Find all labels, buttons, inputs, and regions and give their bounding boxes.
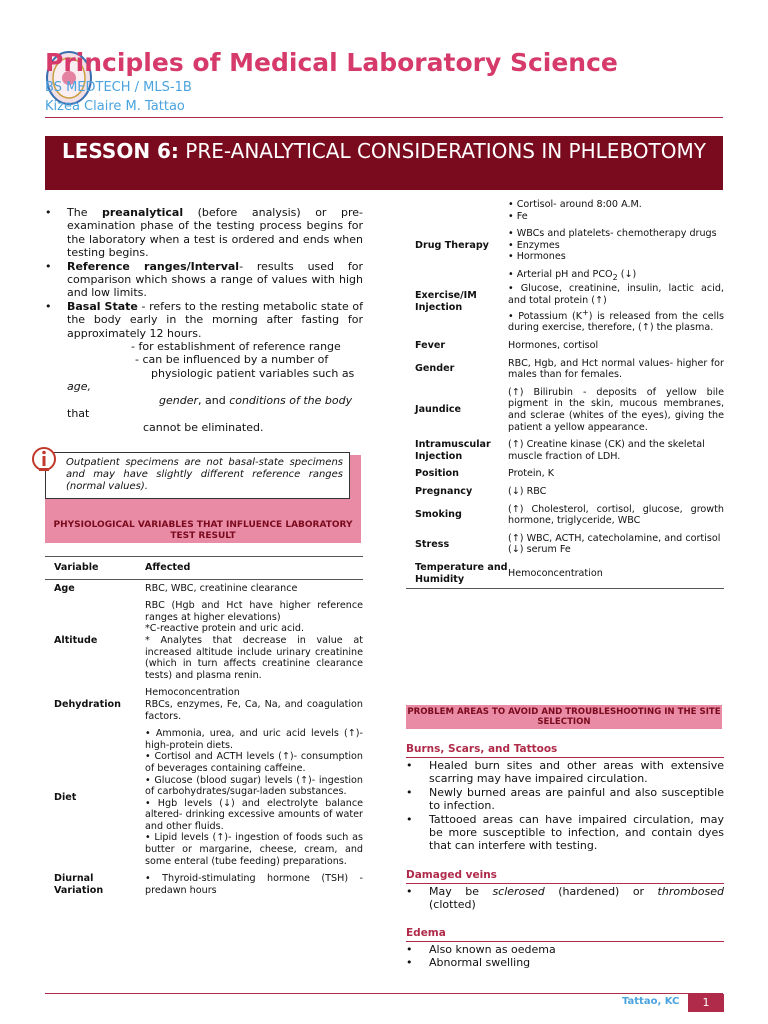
affected-value: (↑) Cholesterol, cortisol, glucose, growth hormone, triglyceride, WBC [508, 503, 724, 527]
table-row [406, 266, 724, 337]
col-affected: Affected [145, 557, 363, 580]
text: • Arterial pH and PCO [508, 268, 613, 280]
physiological-variables-table [45, 556, 363, 899]
text: sclerosed [492, 885, 545, 898]
text: * Analytes that decrease in value at increased altitude include urinary creatinine (which in turn affects creatinine clearance tests) and plasma renin. [145, 634, 363, 681]
list-item: • Abnormal swelling [406, 956, 724, 969]
text: • Cortisol- around 8:00 A.M. [508, 199, 642, 210]
text: • Ammonia, urea, and uric acid levels (↑)- high-protein diets. [145, 728, 363, 751]
left-table-title: PHYSIOLOGICAL VARIABLES THAT INFLUENCE LABORATORY TEST RESULT [53, 520, 353, 541]
info-icon [31, 446, 57, 476]
text: • Lipid levels (↑)- ingestion of foods such as butter or margarine, cheese, cream, and some enteral (tube feeding) preparations. [145, 832, 363, 867]
list-item: • Also known as oedema [406, 943, 724, 956]
text [508, 269, 724, 284]
affected-value: (↑) Bilirubin - deposits of yellow bile pigment in the skin, mucous membranes, and sclerae (whites of the eyes), giving the patient a yellow appearance. [508, 386, 724, 433]
variable-name: Exercise/IM Injection [415, 289, 477, 313]
burns-section-title: Burns, Scars, and Tattoos [406, 743, 558, 755]
affected-value: • Thyroid-stimulating hormone (TSH) - predawn hours [145, 873, 363, 896]
physiological-variables-table-continued [406, 196, 724, 589]
affected-value [508, 225, 724, 266]
text: muscle fraction of LDH. [508, 450, 621, 462]
list-item: • Healed burn sites and other areas with extensive scarring may have impaired circulation. [406, 759, 724, 786]
text: thrombosed [657, 885, 724, 898]
text [508, 307, 724, 334]
damaged-veins-title: Damaged veins [406, 869, 497, 881]
text: ) is released from the cells during exercise, therefore, (↑) the plasma. [508, 310, 724, 334]
affected-value: (↓) RBC [508, 485, 547, 497]
table-row [406, 530, 724, 559]
lesson-banner [45, 136, 723, 190]
affected-value: RBC, Hgb, and Hct normal values- higher for males than for females. [508, 357, 724, 381]
section-divider [406, 941, 724, 942]
lesson-title: PRE-ANALYTICAL CONSIDERATIONS IN PHLEBOTOMY [185, 139, 706, 163]
variable-name: Stress [415, 538, 450, 550]
term-reference-ranges: Reference ranges/Interval [67, 259, 240, 273]
variable-name: Age [54, 582, 75, 594]
affected-value: Hormones, cortisol [508, 340, 599, 352]
text: - results used for comparison which shows a range of values with high and low limits. [67, 259, 363, 300]
superscript: + [582, 307, 589, 317]
variable-name: Altitude [54, 634, 98, 646]
table-header-row [45, 557, 363, 580]
section-divider [406, 883, 724, 884]
table-row [406, 559, 724, 589]
text: (↑) WBC, ACTH, catecholamine, and cortisol [508, 532, 721, 544]
variable-name: Smoking [415, 509, 462, 521]
text: RBC (Hgb and Hct have higher reference ranges at higher elevations) [145, 600, 363, 623]
affected-value [145, 684, 363, 725]
basal-line-3: physiologic patient variables such as [151, 366, 355, 380]
header-divider [45, 117, 723, 118]
subscript: 2 [612, 272, 618, 282]
text: May be [429, 885, 493, 898]
text: • WBCs and platelets- chemotherapy drugs [508, 228, 717, 240]
basal-line-4: age, [67, 380, 91, 394]
variable-name: Dehydration [54, 698, 121, 710]
variable-name: Position [415, 468, 459, 480]
affected-value [508, 436, 724, 465]
text: - refers to the resting metabolic state of the body early in the morning after fasting for approximately 12 hours. [67, 299, 363, 340]
course-line: BS MEDTECH / MLS-1B [45, 80, 192, 95]
variable-name: Diurnal Variation [54, 873, 104, 896]
text: (↑) Creatine kinase (CK) and the skeletal [508, 439, 705, 451]
affected-value: Hemoconcentration [508, 559, 724, 589]
text: • Glucose, creatinine, insulin, lactic acid, and total protein (↑) [508, 283, 724, 307]
footer-author: Tattao, KC [622, 996, 680, 1007]
text: • Cortisol and ACTH levels (↑)- consumption of beverages containing caffeine. [145, 751, 363, 774]
basal-line-5 [45, 394, 363, 407]
list-item: • Newly burned areas are painful and also susceptible to infection. [406, 786, 724, 813]
table-row [406, 225, 724, 266]
document-header [45, 44, 725, 118]
text: , and [198, 393, 230, 407]
affected-value [145, 597, 363, 684]
affected-value: RBC, WBC, creatinine clearance [145, 582, 298, 594]
table-row [45, 597, 363, 684]
list-item: • Tattooed areas can have impaired circulation, may be more susceptible to infection, and contain dyes that can interfere with testing. [406, 813, 724, 853]
text: (clotted) [429, 898, 476, 912]
text: Hemoconcentration [145, 687, 240, 699]
affected-value: Protein, K [508, 468, 555, 480]
table-row [45, 725, 363, 870]
text: • Potassium (K [508, 310, 583, 322]
basal-line-2: - can be influenced by a number of [135, 353, 329, 367]
variable-name: Drug Therapy [415, 239, 489, 251]
variable-name: Jaundice [415, 404, 462, 416]
basal-line-1: - for establishment of reference range [131, 340, 341, 354]
text: gender [159, 393, 198, 407]
table-row [406, 355, 724, 384]
table-row [406, 465, 724, 483]
text: (hardened) or [544, 885, 658, 898]
table-row [45, 870, 363, 899]
variable-name: Diet [54, 791, 77, 803]
basal-line-6: that [67, 407, 90, 421]
author-line: Kizea Claire M. Tattao [45, 99, 185, 114]
table-row [406, 483, 724, 501]
table-row [406, 196, 724, 225]
variable-name: Temperature and Humidity [406, 559, 508, 589]
text: • Hgb levels (↓) and electrolyte balance altered- drinking excessive amounts of water and other fluids. [145, 797, 363, 832]
table-row [406, 436, 724, 465]
col-variable: Variable [45, 557, 145, 580]
text: (↓) serum Fe [508, 544, 571, 556]
affected-value [508, 196, 724, 225]
edema-list [406, 943, 724, 970]
text: • Glucose (blood sugar) levels (↑)- ingestion of carbohydrates/sugar-laden substances. [145, 774, 363, 798]
list-item [406, 885, 724, 912]
text: RBCs, enzymes, Fe, Ca, Na, and coagulation factors. [145, 698, 363, 722]
lesson-label: LESSON 6: [62, 139, 179, 163]
intro-bullets [45, 206, 363, 434]
list-item [45, 260, 363, 300]
variable-name [406, 196, 508, 225]
text: • Fe [508, 210, 528, 222]
table-row [406, 337, 724, 355]
list-item [45, 300, 363, 340]
affected-value [508, 266, 724, 337]
basal-line-7: cannot be eliminated. [143, 420, 264, 434]
problem-areas-title: PROBLEM AREAS TO AVOID AND TROUBLESHOOTING IN THE SITE SELECTION [407, 707, 721, 727]
variable-name: Fever [415, 340, 446, 352]
table-row [406, 384, 724, 436]
text: (↓) [617, 268, 637, 280]
section-divider [406, 757, 724, 758]
term-basal-state: Basal State [67, 299, 138, 313]
page-number: 1 [688, 994, 724, 1012]
text: conditions of the body [229, 393, 353, 407]
outpatient-note: Outpatient specimens are not basal-state specimens and may have slightly different reference ranges (normal values). [45, 452, 350, 499]
document-title: Principles of Medical Laboratory Science [45, 48, 618, 77]
text: *C-reactive protein and uric acid. [145, 623, 305, 635]
veins-list [406, 885, 724, 912]
list-item [45, 206, 363, 260]
text: • Hormones [508, 251, 566, 263]
affected-value [508, 530, 724, 559]
variable-name: Intramuscular Injection [415, 439, 491, 462]
term-preanalytical: preanalytical [101, 206, 184, 219]
table-row [406, 501, 724, 530]
edema-title: Edema [406, 927, 446, 939]
affected-value [145, 725, 363, 870]
burns-list [406, 759, 724, 853]
variable-name: Pregnancy [415, 485, 473, 497]
table-row [45, 579, 363, 597]
text: The [67, 206, 102, 219]
footer-divider [45, 993, 723, 994]
text: (before analysis) or pre-examination phase of the testing process begins for the laboratory when a test is ordered and ends when testing begins. [67, 206, 363, 260]
variable-name: Gender [415, 363, 455, 375]
table-row [45, 684, 363, 725]
text: • Enzymes [508, 239, 560, 251]
